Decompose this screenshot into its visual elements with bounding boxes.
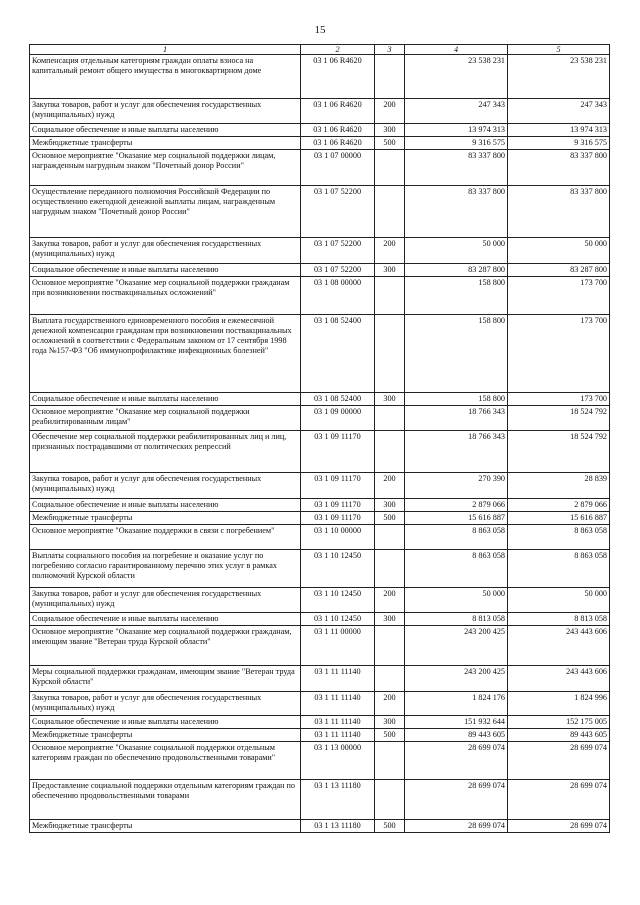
row-amount-1-cell: 158 800: [405, 277, 508, 315]
row-code-cell: 03 1 11 00000: [301, 626, 375, 666]
row-amount-2-cell: 83 287 800: [508, 264, 610, 277]
row-code-cell: 03 1 06 R4620: [301, 55, 375, 99]
row-amount-1-cell: 18 766 343: [405, 406, 508, 431]
row-amount-1-cell: 247 343: [405, 99, 508, 124]
row-amount-2-cell: 1 824 996: [508, 692, 610, 716]
row-code-cell: 03 1 06 R4620: [301, 137, 375, 150]
row-code-cell: 03 1 13 11180: [301, 820, 375, 833]
row-name-cell: Закупка товаров, работ и услуг для обеспечения государственных (муниципальных) нужд: [30, 692, 301, 716]
table-row: [30, 588, 610, 613]
row-amount-1-cell: 243 200 425: [405, 626, 508, 666]
table-row: [30, 99, 610, 124]
row-code-cell: 03 1 09 11170: [301, 431, 375, 473]
row-name-cell: Межбюджетные трансферты: [30, 820, 301, 833]
row-amount-2-cell: 28 699 074: [508, 780, 610, 820]
row-code-cell: 03 1 06 R4620: [301, 99, 375, 124]
header-col-2: 2: [301, 45, 375, 55]
table-row: [30, 150, 610, 186]
row-amount-1-cell: 243 200 425: [405, 666, 508, 692]
row-name-cell: Основное мероприятие "Оказание мер социальной поддержки реабилитированным лицам": [30, 406, 301, 431]
row-amount-2-cell: 83 337 800: [508, 150, 610, 186]
row-name-cell: Основное мероприятие "Оказание социальной поддержки отдельным категориям граждан по обеспечению продовольственными товарами": [30, 742, 301, 780]
row-vr-cell: [375, 277, 405, 315]
table-row: [30, 613, 610, 626]
row-amount-2-cell: 2 879 066: [508, 499, 610, 512]
row-amount-2-cell: 243 443 606: [508, 666, 610, 692]
row-name-cell: Основное мероприятие "Оказание мер социальной поддержки гражданам, имеющим звание "Ветеран труда Курской области": [30, 626, 301, 666]
row-name-cell: Социальное обеспечение и иные выплаты населению: [30, 393, 301, 406]
row-amount-2-cell: 247 343: [508, 99, 610, 124]
row-code-cell: 03 1 07 52200: [301, 186, 375, 238]
row-amount-1-cell: 158 800: [405, 315, 508, 393]
row-name-cell: Закупка товаров, работ и услуг для обеспечения государственных (муниципальных) нужд: [30, 588, 301, 613]
row-amount-2-cell: 173 700: [508, 393, 610, 406]
row-name-cell: Социальное обеспечение и иные выплаты населению: [30, 124, 301, 137]
row-vr-cell: 300: [375, 264, 405, 277]
row-amount-1-cell: 23 538 231: [405, 55, 508, 99]
row-amount-2-cell: 28 699 074: [508, 742, 610, 780]
table-row: [30, 512, 610, 525]
table-row: [30, 315, 610, 393]
row-amount-2-cell: 50 000: [508, 588, 610, 613]
table-row: [30, 499, 610, 512]
row-vr-cell: 200: [375, 588, 405, 613]
row-code-cell: 03 1 07 52200: [301, 264, 375, 277]
table-row: [30, 820, 610, 833]
row-amount-1-cell: 8 863 058: [405, 525, 508, 550]
row-name-cell: Закупка товаров, работ и услуг для обеспечения государственных (муниципальных) нужд: [30, 99, 301, 124]
header-col-5: 5: [508, 45, 610, 55]
row-amount-2-cell: 173 700: [508, 277, 610, 315]
row-vr-cell: [375, 186, 405, 238]
row-vr-cell: 500: [375, 512, 405, 525]
row-vr-cell: 200: [375, 692, 405, 716]
row-vr-cell: [375, 406, 405, 431]
header-col-4: 4: [405, 45, 508, 55]
budget-table: [29, 44, 610, 833]
row-vr-cell: 500: [375, 729, 405, 742]
row-amount-1-cell: 8 863 058: [405, 550, 508, 588]
row-vr-cell: [375, 150, 405, 186]
row-code-cell: 03 1 06 R4620: [301, 124, 375, 137]
table-row: [30, 238, 610, 264]
table-row: [30, 742, 610, 780]
row-code-cell: 03 1 10 00000: [301, 525, 375, 550]
row-amount-2-cell: 18 524 792: [508, 406, 610, 431]
row-vr-cell: 300: [375, 716, 405, 729]
row-amount-1-cell: 2 879 066: [405, 499, 508, 512]
row-amount-2-cell: 28 839: [508, 473, 610, 499]
row-name-cell: Основное мероприятие "Оказание мер социальной поддержки лицам, награжденным нагрудным знаком "Почетный донор России": [30, 150, 301, 186]
row-amount-2-cell: 18 524 792: [508, 431, 610, 473]
row-amount-1-cell: 9 316 575: [405, 137, 508, 150]
header-col-3: 3: [375, 45, 405, 55]
row-vr-cell: 200: [375, 99, 405, 124]
table-row: [30, 692, 610, 716]
row-amount-1-cell: 18 766 343: [405, 431, 508, 473]
row-vr-cell: 300: [375, 124, 405, 137]
row-vr-cell: 200: [375, 473, 405, 499]
row-name-cell: Основное мероприятие "Оказание мер социальной поддержки гражданам при возникновении поствакцинальных осложнений": [30, 277, 301, 315]
row-amount-1-cell: 158 800: [405, 393, 508, 406]
row-vr-cell: [375, 626, 405, 666]
table-row: [30, 525, 610, 550]
row-code-cell: 03 1 08 52400: [301, 315, 375, 393]
row-code-cell: 03 1 09 11170: [301, 499, 375, 512]
row-code-cell: 03 1 07 52200: [301, 238, 375, 264]
row-vr-cell: 300: [375, 613, 405, 626]
row-code-cell: 03 1 10 12450: [301, 550, 375, 588]
table-row: [30, 729, 610, 742]
row-vr-cell: [375, 780, 405, 820]
row-amount-1-cell: 1 824 176: [405, 692, 508, 716]
row-name-cell: Выплаты социального пособия на погребение и оказание услуг по погребению согласно гарантированному перечню этих услуг в рамках полномочий Курской области: [30, 550, 301, 588]
table-row: [30, 55, 610, 99]
table-row: [30, 780, 610, 820]
row-amount-2-cell: 15 616 887: [508, 512, 610, 525]
row-amount-2-cell: 23 538 231: [508, 55, 610, 99]
row-vr-cell: [375, 315, 405, 393]
row-amount-1-cell: 28 699 074: [405, 820, 508, 833]
row-amount-2-cell: 28 699 074: [508, 820, 610, 833]
header-row: [30, 45, 610, 55]
row-code-cell: 03 1 11 11140: [301, 692, 375, 716]
table-row: [30, 186, 610, 238]
row-name-cell: Социальное обеспечение и иные выплаты населению: [30, 499, 301, 512]
table-row: [30, 473, 610, 499]
row-vr-cell: [375, 55, 405, 99]
row-amount-1-cell: 50 000: [405, 238, 508, 264]
row-amount-1-cell: 83 287 800: [405, 264, 508, 277]
row-name-cell: Обеспечение мер социальной поддержки реабилитированных лиц и лиц, признанных пострадавшими от политических репрессий: [30, 431, 301, 473]
row-name-cell: Осуществление переданного полномочия Российской Федерации по осуществлению ежегодной денежной выплаты лицам, награжденным нагрудным знаком "Почетный донор России": [30, 186, 301, 238]
row-amount-1-cell: 83 337 800: [405, 186, 508, 238]
row-vr-cell: 500: [375, 820, 405, 833]
row-code-cell: 03 1 10 12450: [301, 588, 375, 613]
row-name-cell: Социальное обеспечение и иные выплаты населению: [30, 613, 301, 626]
page-number: 15: [314, 24, 326, 36]
row-code-cell: 03 1 11 11140: [301, 716, 375, 729]
row-amount-2-cell: 173 700: [508, 315, 610, 393]
row-vr-cell: 500: [375, 137, 405, 150]
row-code-cell: 03 1 13 11180: [301, 780, 375, 820]
row-amount-2-cell: 50 000: [508, 238, 610, 264]
row-amount-1-cell: 151 932 644: [405, 716, 508, 729]
row-vr-cell: 300: [375, 499, 405, 512]
row-vr-cell: [375, 525, 405, 550]
row-name-cell: Закупка товаров, работ и услуг для обеспечения государственных (муниципальных) нужд: [30, 238, 301, 264]
row-vr-cell: [375, 550, 405, 588]
row-amount-2-cell: 8 863 058: [508, 525, 610, 550]
row-amount-2-cell: 8 863 058: [508, 550, 610, 588]
row-vr-cell: [375, 666, 405, 692]
row-amount-1-cell: 28 699 074: [405, 780, 508, 820]
row-code-cell: 03 1 07 00000: [301, 150, 375, 186]
row-amount-1-cell: 28 699 074: [405, 742, 508, 780]
table-row: [30, 124, 610, 137]
row-amount-2-cell: 152 175 005: [508, 716, 610, 729]
row-name-cell: Межбюджетные трансферты: [30, 137, 301, 150]
row-code-cell: 03 1 11 11140: [301, 729, 375, 742]
row-vr-cell: [375, 431, 405, 473]
row-name-cell: Социальное обеспечение и иные выплаты населению: [30, 264, 301, 277]
row-amount-1-cell: 15 616 887: [405, 512, 508, 525]
row-amount-1-cell: 83 337 800: [405, 150, 508, 186]
row-vr-cell: 200: [375, 238, 405, 264]
row-code-cell: 03 1 13 00000: [301, 742, 375, 780]
row-name-cell: Межбюджетные трансферты: [30, 512, 301, 525]
row-name-cell: Межбюджетные трансферты: [30, 729, 301, 742]
row-amount-1-cell: 89 443 605: [405, 729, 508, 742]
row-name-cell: Компенсация отдельным категориям граждан оплаты взноса на капитальный ремонт общего имущества в многоквартирном доме: [30, 55, 301, 99]
row-amount-1-cell: 13 974 313: [405, 124, 508, 137]
row-name-cell: Предоставление социальной поддержки отдельным категориям граждан по обеспечению продовольственными товарами: [30, 780, 301, 820]
table-row: [30, 431, 610, 473]
row-code-cell: 03 1 09 11170: [301, 512, 375, 525]
row-amount-1-cell: 50 000: [405, 588, 508, 613]
table-row: [30, 277, 610, 315]
table-row: [30, 264, 610, 277]
row-amount-2-cell: 243 443 606: [508, 626, 610, 666]
row-code-cell: 03 1 08 00000: [301, 277, 375, 315]
row-amount-2-cell: 13 974 313: [508, 124, 610, 137]
row-amount-2-cell: 89 443 605: [508, 729, 610, 742]
table-body: [30, 55, 610, 833]
row-vr-cell: [375, 742, 405, 780]
table-header: [30, 45, 610, 55]
table-row: [30, 716, 610, 729]
row-code-cell: 03 1 09 11170: [301, 473, 375, 499]
row-amount-2-cell: 9 316 575: [508, 137, 610, 150]
row-name-cell: Социальное обеспечение и иные выплаты населению: [30, 716, 301, 729]
row-name-cell: Выплата государственного единовременного пособия и ежемесячной денежной компенсации гражданам при возникновении поствакцинальных осложнений в соответствии с Федеральным законом от 17 сентября 1998 года №157-ФЗ "Об иммунопрофилактике инфекционных болезней": [30, 315, 301, 393]
row-amount-1-cell: 8 813 058: [405, 613, 508, 626]
table-row: [30, 626, 610, 666]
row-code-cell: 03 1 10 12450: [301, 613, 375, 626]
table-row: [30, 137, 610, 150]
table-row: [30, 406, 610, 431]
row-amount-2-cell: 8 813 058: [508, 613, 610, 626]
row-code-cell: 03 1 09 00000: [301, 406, 375, 431]
row-name-cell: Закупка товаров, работ и услуг для обеспечения государственных (муниципальных) нужд: [30, 473, 301, 499]
table-row: [30, 550, 610, 588]
row-code-cell: 03 1 11 11140: [301, 666, 375, 692]
table-row: [30, 666, 610, 692]
header-col-1: 1: [30, 45, 301, 55]
row-name-cell: Основное мероприятие "Оказание поддержки в связи с погребением": [30, 525, 301, 550]
row-vr-cell: 300: [375, 393, 405, 406]
table-row: [30, 393, 610, 406]
row-amount-1-cell: 270 390: [405, 473, 508, 499]
row-name-cell: Меры социальной поддержки гражданам, имеющим звание "Ветеран труда Курской области": [30, 666, 301, 692]
row-amount-2-cell: 83 337 800: [508, 186, 610, 238]
row-code-cell: 03 1 08 52400: [301, 393, 375, 406]
